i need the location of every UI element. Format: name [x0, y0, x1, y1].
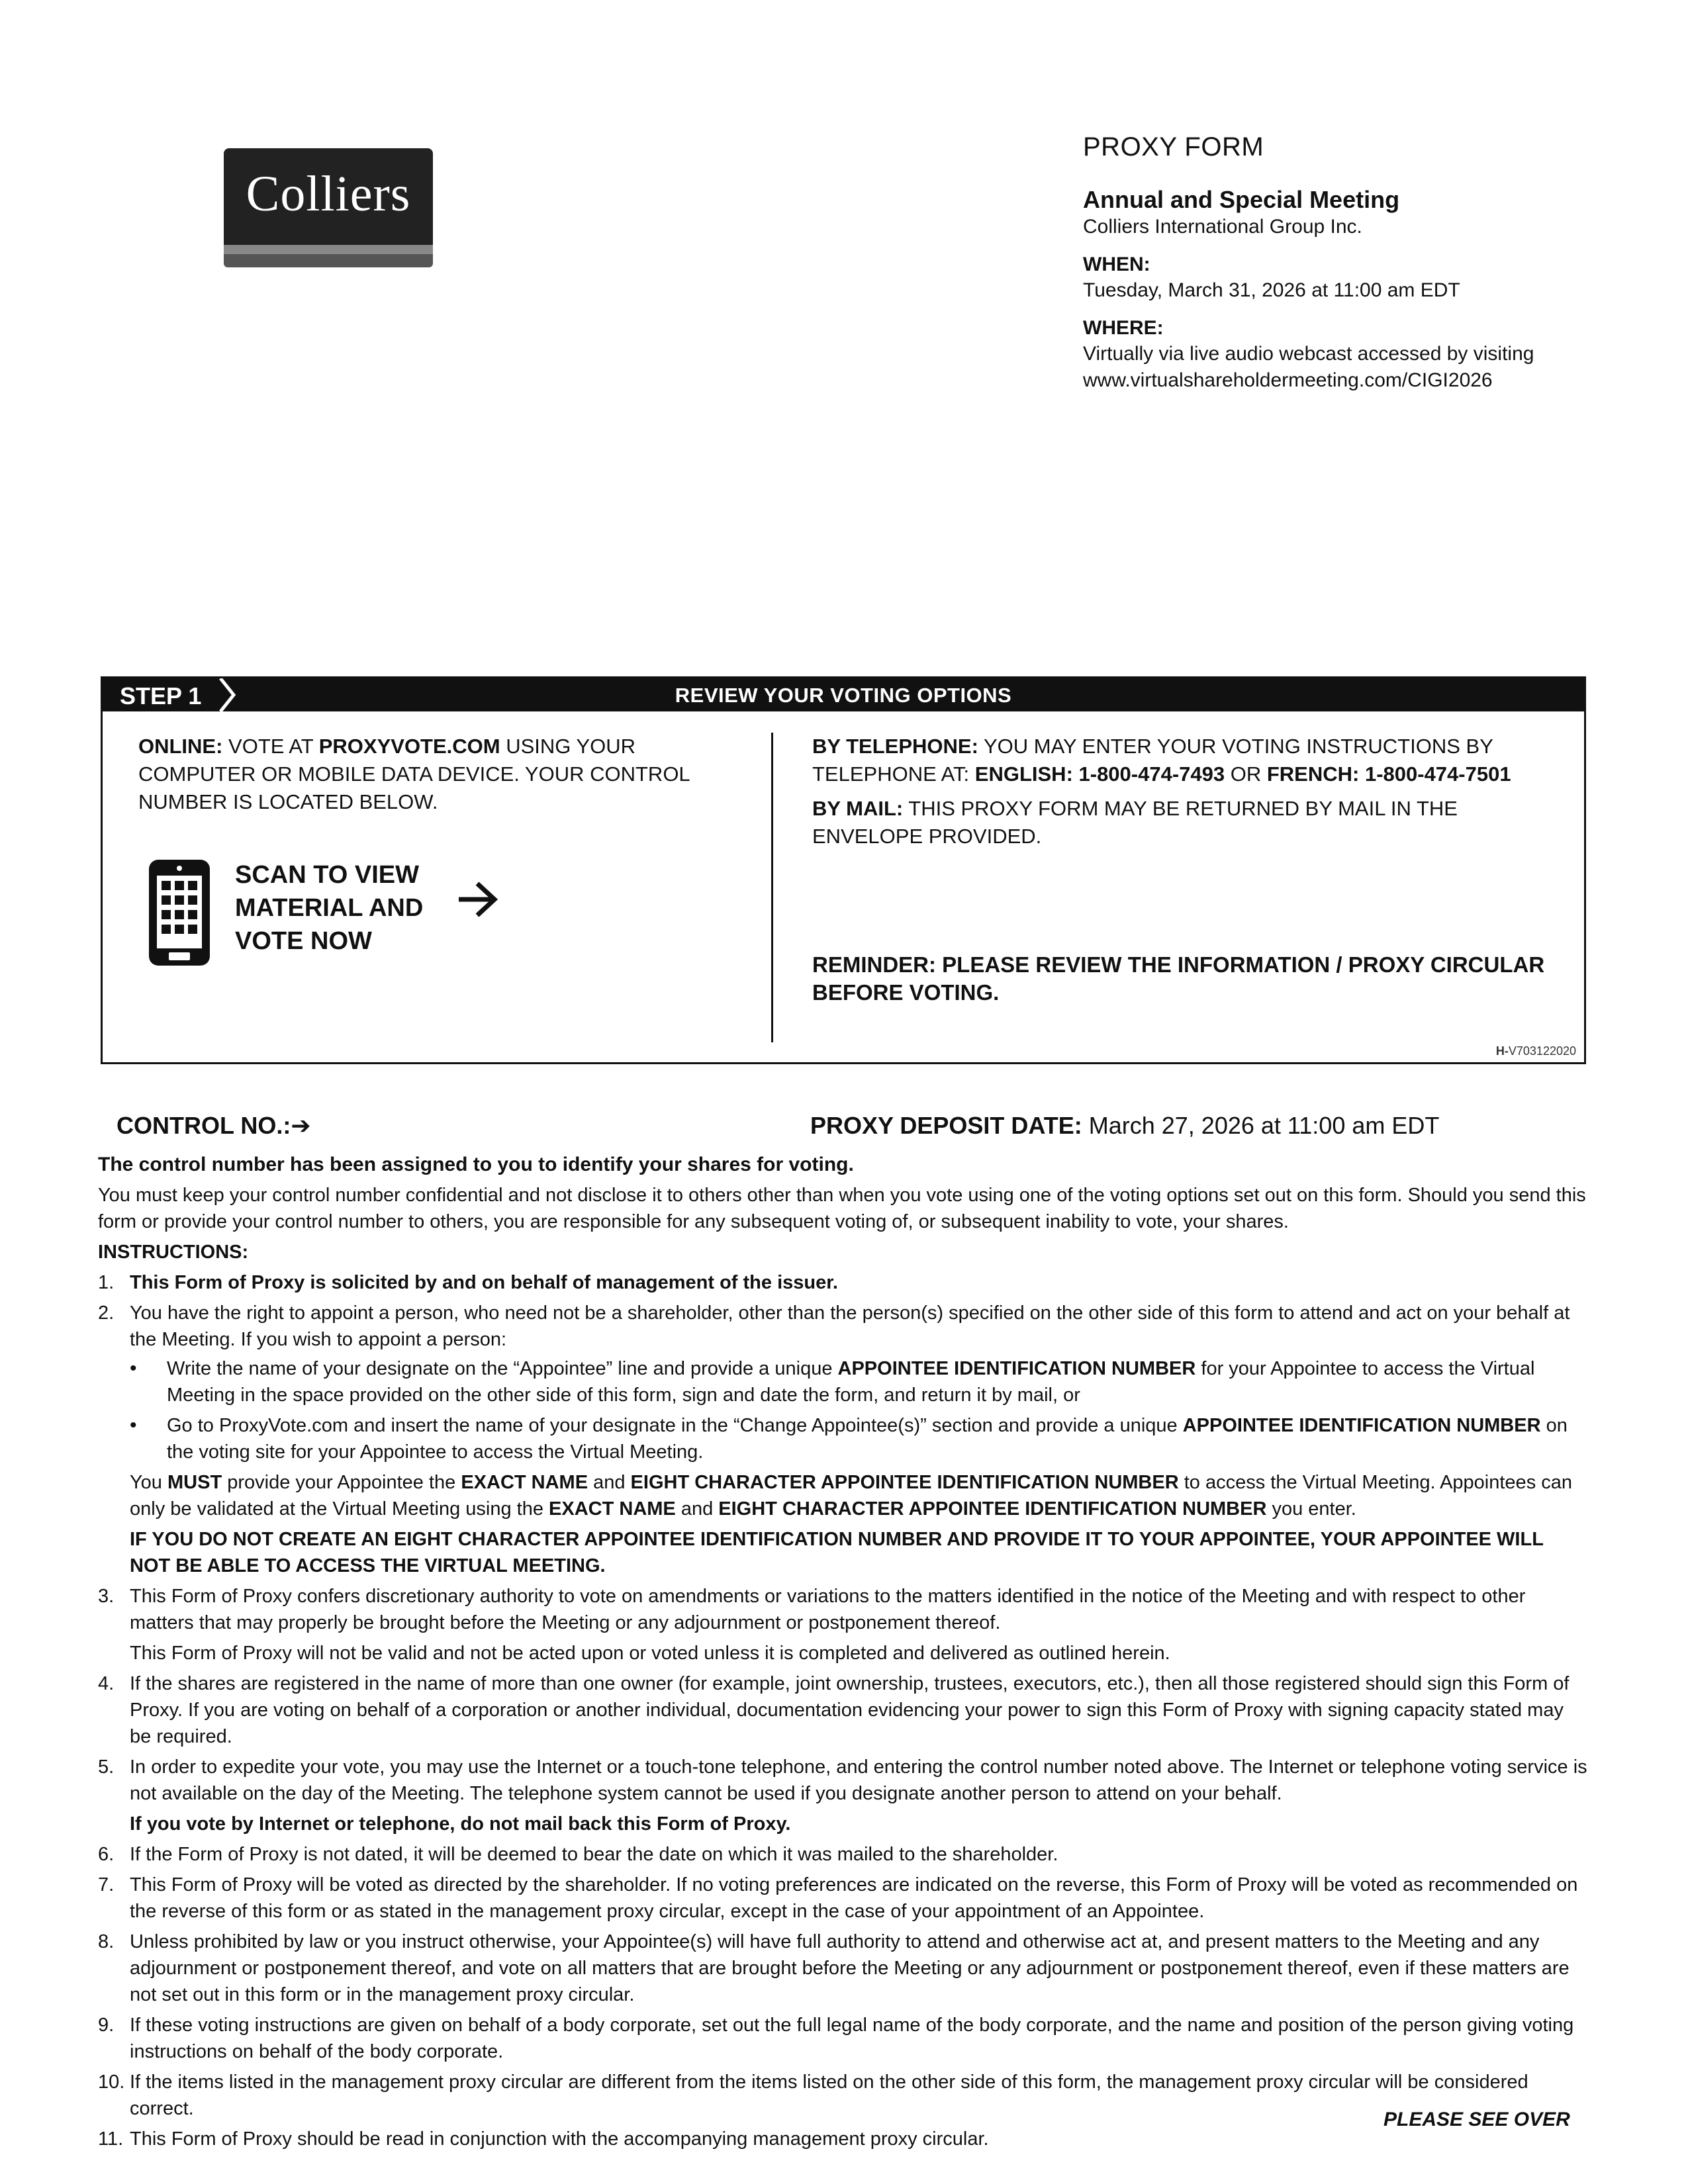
- proxy-deposit-date: [810, 1112, 1439, 1140]
- where-url[interactable]: www.virtualshareholdermeeting.com/CIGI2026: [1083, 369, 1493, 391]
- when-value: Tuesday, March 31, 2026 at 11:00 am EDT: [1083, 279, 1460, 301]
- list-item: 11. This Form of Proxy should be read in conjunction with the accompanying management proxy circular.: [98, 2128, 989, 2150]
- scan-line-1: SCAN TO VIEW: [235, 861, 419, 889]
- control-number-label: CONTROL NO.:➔: [117, 1112, 311, 1139]
- online-option: [138, 733, 747, 816]
- instructions-list: [98, 1269, 1587, 2152]
- step-label: STEP 1: [120, 682, 202, 709]
- chevron-right-icon: [216, 678, 243, 711]
- list-item: 5. In order to expedite your vote, you may use the Internet or a touch-tone telephone, and entering the control number noted above. The Internet or telephone voting service is not available on the day of the Meeting. The telephone system cannot be used if you designate another person to attend on your behalf. If you vote by Internet or telephone, do not mail back this Form of Proxy.: [98, 1756, 1587, 1835]
- appointee-warning: IF YOU DO NOT CREATE AN EIGHT CHARACTER APPOINTEE IDENTIFICATION NUMBER AND PROVIDE IT TO YOUR APPOINTEE, YOUR APPOINTEE WILL NOT BE ABLE TO ACCESS THE VIRTUAL MEETING.: [130, 1529, 1544, 1576]
- telephone-label: BY TELEPHONE:: [812, 735, 978, 758]
- meeting-type: Annual and Special Meeting: [1083, 186, 1400, 213]
- list-item: 2. You have the right to appoint a person, who need not be a shareholder, other than the person(s) specified on the other side of this form to attend and act on your behalf at the Meeting. If you wish to appoint a person: • Write the name of your designate on the “Appointee” line and provide a unique APPOINTEE IDENTIFICATION NUMBER for your Appointee to access the Virtual Meeting in the space provided on the other side of this form, sign and date the form, and return it by mail, or • Go to ProxyVote.com and insert the name of your designate in the “Change Appointee(s)” section and provide a unique APPOINTEE IDENTIFICATION NUMBER on the voting site for your Appointee to access the Virtual Meeting. You MUST provide your Appointee the EXACT NAME and EIGHT CHARACTER APPOINTEE IDENTIFICATION NUMBER to access the Virtual Meeting. Appointees can only be validated at the Virtual Meeting using the EXACT NAME and EIGHT CHARACTER APPOINTEE IDENTIFICATION NUMBER you enter. IF YOU DO NOT CREATE AN EIGHT CHARACTER APPOINTEE IDENTIFICATION NUMBER AND PROVIDE IT TO YOUR APPOINTEE, YOUR APPOINTEE WILL NOT BE ABLE TO ACCESS THE VIRTUAL MEETING.: [98, 1300, 1587, 1579]
- colliers-logo: [224, 148, 433, 267]
- mail-option: [812, 795, 1554, 850]
- list-item: 3. This Form of Proxy confers discretionary authority to vote on amendments or variations to the matters identified in the notice of the Meeting and with respect to other matters that may properly be brought before the Meeting or any adjournment or postponement thereof. This Form of Proxy will not be valid and not be acted upon or voted unless it is completed and delivered as outlined herein.: [98, 1586, 1526, 1664]
- step-title: REVIEW YOUR VOTING OPTIONS: [675, 684, 1012, 707]
- right-arrow-icon: ➔: [291, 1112, 311, 1139]
- scan-to-vote: [235, 858, 423, 958]
- scan-line-3: VOTE NOW: [235, 927, 372, 955]
- instructions-heading: INSTRUCTIONS:: [98, 1242, 249, 1263]
- deposit-label: PROXY DEPOSIT DATE:: [810, 1112, 1082, 1139]
- scan-line-2: MATERIAL AND: [235, 894, 424, 922]
- control-lead: The control number has been assigned to you to identify your shares for voting.: [98, 1154, 854, 1175]
- please-see-over: PLEASE SEE OVER: [1383, 2109, 1570, 2130]
- list-item: 9. If these voting instructions are given on behalf of a body corporate, set out the full legal name of the body corporate, and the name and position of the person giving voting instructions on behalf of the body corporate.: [98, 2015, 1574, 2062]
- where-line-1: Virtually via live audio webcast accessed by visiting: [1083, 343, 1534, 365]
- bullet-item: • Go to ProxyVote.com and insert the name of your designate in the “Change Appointee(s)” section and provide a unique APPOINTEE IDENTIFICATION NUMBER on the voting site for your Appointee to access the Virtual Meeting.: [130, 1412, 1587, 1465]
- logo-text: Colliers: [246, 166, 411, 222]
- list-item: 1. This Form of Proxy is solicited by and on behalf of management of the issuer.: [98, 1272, 838, 1293]
- list-item: 6. If the Form of Proxy is not dated, it will be deemed to bear the date on which it was mailed to the shareholder.: [98, 1844, 1058, 1865]
- reminder-text: REMINDER: PLEASE REVIEW THE INFORMATION / PROXY CIRCULAR BEFORE VOTING.: [812, 952, 1545, 1005]
- right-arrow-icon: [457, 881, 500, 918]
- telephone-option: [812, 733, 1554, 788]
- online-pre: VOTE AT: [222, 735, 319, 758]
- where-label: WHERE:: [1083, 317, 1164, 339]
- step-header-bar: [103, 678, 1584, 711]
- online-label: ONLINE:: [138, 735, 223, 758]
- bullet-item: • Write the name of your designate on the “Appointee” line and provide a unique APPOINTEE IDENTIFICATION NUMBER for your Appointee to access the Virtual Meeting in the space provided on the other side of this form, sign and date the form, and return it by mail, or: [130, 1355, 1587, 1408]
- appointee-options: [130, 1355, 1587, 1465]
- column-divider: [771, 733, 773, 1042]
- english-phone[interactable]: ENGLISH: 1-800-474-7493: [974, 762, 1225, 786]
- voting-options-box: [101, 676, 1586, 1064]
- proxyvote-link[interactable]: PROXYVOTE.COM: [318, 735, 500, 758]
- list-item: 7. This Form of Proxy will be voted as directed by the shareholder. If no voting preferences are indicated on the reverse, this Form of Proxy will be voted as recommended on the reverse of this form or as stated in the management proxy circular, except in the case of your appointment of an Appointee.: [98, 1874, 1578, 1922]
- company-name: Colliers International Group Inc.: [1083, 216, 1362, 238]
- appointee-must: You MUST provide your Appointee the EXACT NAME and EIGHT CHARACTER APPOINTEE IDENTIFICATION NUMBER to access the Virtual Meeting. Appointees can only be validated at the Virtual Meeting using the EXACT NAME and EIGHT CHARACTER APPOINTEE IDENTIFICATION NUMBER you enter.: [130, 1472, 1573, 1520]
- telephone-or: OR: [1225, 762, 1267, 786]
- when-label: WHEN:: [1083, 253, 1150, 275]
- telephone-text: YOU MAY ENTER YOUR VOTING INSTRUCTIONS BY TELEPHONE AT:: [812, 735, 1493, 786]
- page-title: PROXY FORM: [1083, 132, 1264, 161]
- list-item: 10. If the items listed in the management proxy circular are different from the items listed on the other side of this form, the management proxy circular will be considered correct.: [98, 2071, 1528, 2119]
- deposit-value: March 27, 2026 at 11:00 am EDT: [1082, 1112, 1440, 1139]
- mail-text: THIS PROXY FORM MAY BE RETURNED BY MAIL IN THE ENVELOPE PROVIDED.: [812, 797, 1458, 848]
- smartphone-icon: [148, 858, 211, 967]
- mail-label: BY MAIL:: [812, 797, 904, 820]
- form-code: H-V703122020: [1495, 1044, 1576, 1058]
- list-item: 8. Unless prohibited by law or you instruct otherwise, your Appointee(s) will have full authority to attend and otherwise act at, and present matters to the Meeting and any adjournment or postponement thereof, and vote on all matters that are brought before the Meeting or any adjournment or postponement thereof, even if these matters are not set out in this form or in the management proxy circular.: [98, 1931, 1570, 2005]
- online-post: USING YOUR COMPUTER OR MOBILE DATA DEVICE. YOUR CONTROL NUMBER IS LOCATED BELOW.: [138, 735, 690, 813]
- instructions-body: [98, 1152, 1587, 2156]
- confidential-notice: You must keep your control number confidential and not disclose it to others other than when you vote using one of the voting options set out on this form. Should you send this form or provide your control number to others, you are responsible for any subsequent voting of, or subsequent inability to vote, your shares.: [98, 1185, 1586, 1232]
- list-item: 4. If the shares are registered in the name of more than one owner (for example, joint ownership, trustees, executors, etc.), then all those registered should sign this Form of Proxy. If you are voting on behalf of a corporation or another individual, documentation evidencing your power to sign this Form of Proxy with signing capacity stated may be required.: [98, 1673, 1570, 1747]
- french-phone[interactable]: FRENCH: 1-800-474-7501: [1266, 762, 1511, 786]
- meeting-header: [1083, 132, 1626, 394]
